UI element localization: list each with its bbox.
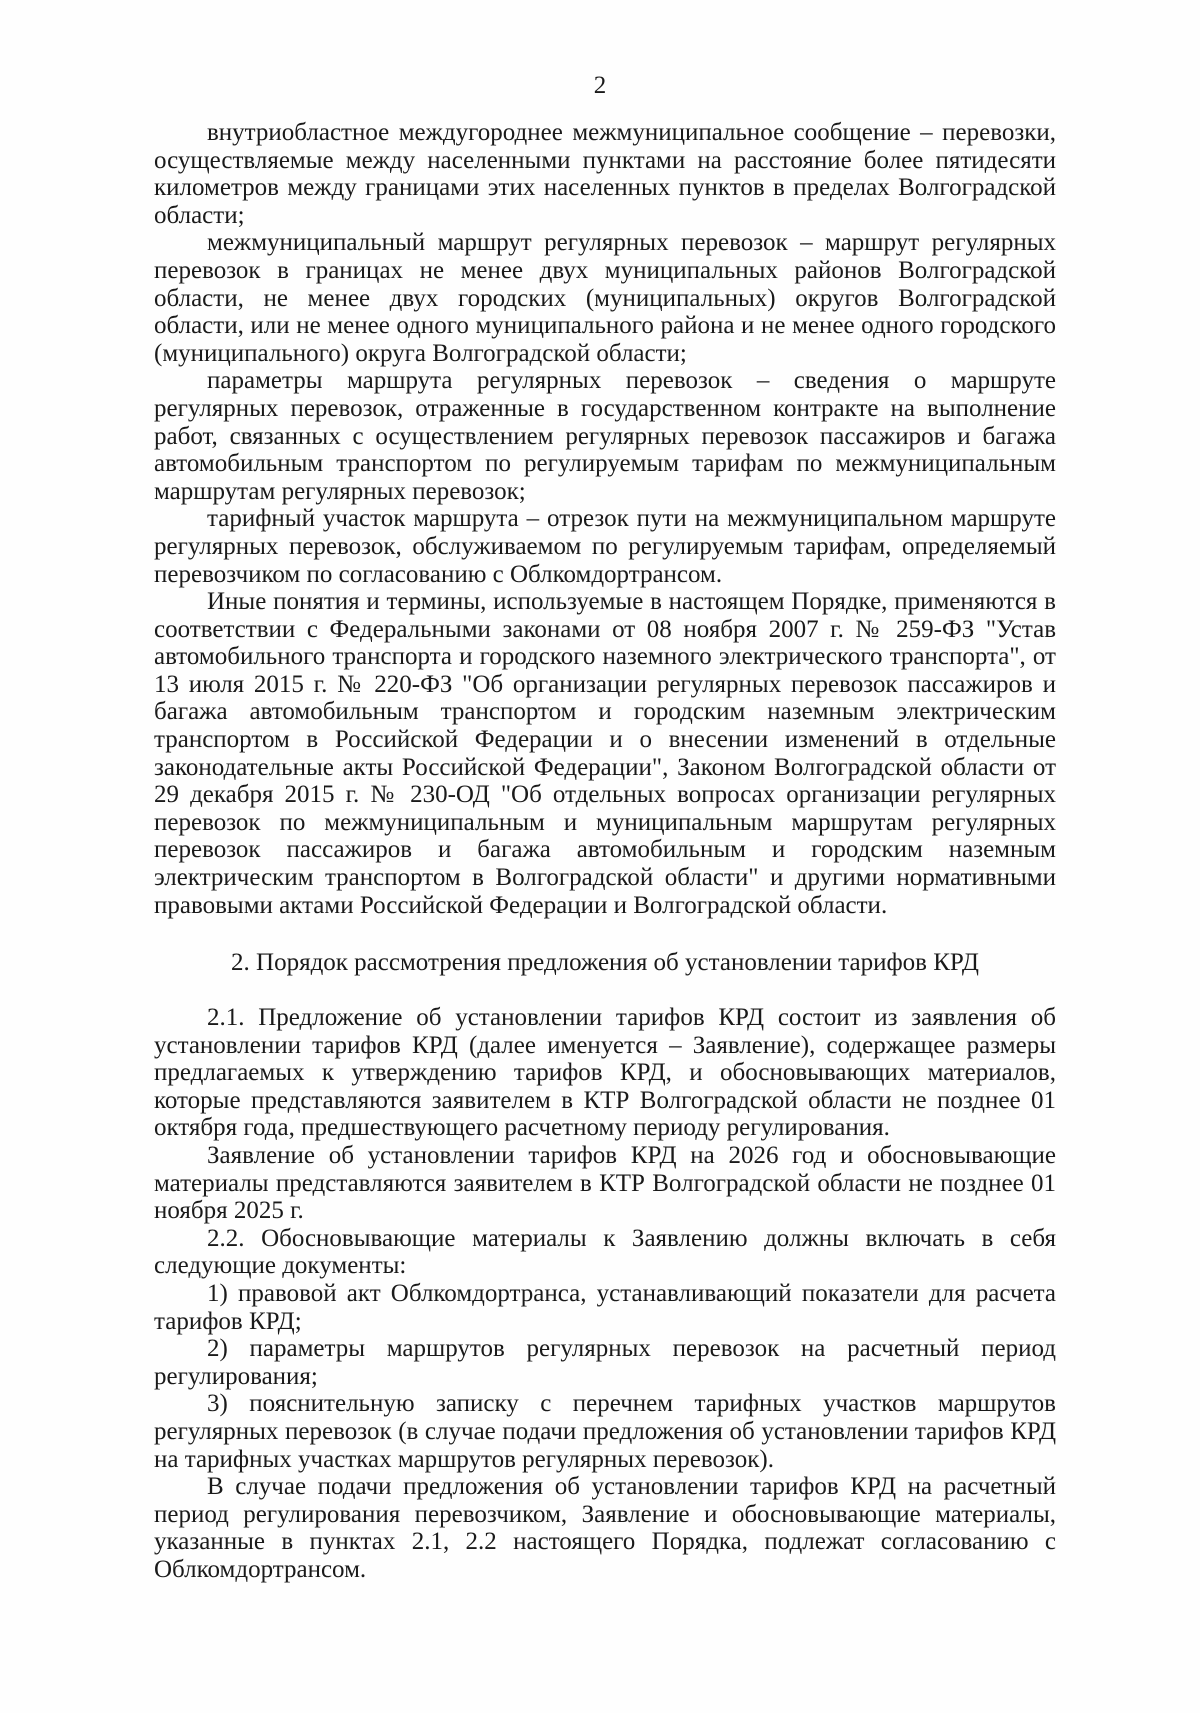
section-paragraph: 2.2. Обосновывающие материалы к Заявлению должны включать в себя следующие документы: [154, 1224, 1056, 1280]
definitions-block [154, 119, 1056, 919]
list-item: 2) параметры маршрутов регулярных перевозок на расчетный период регулирования; [154, 1335, 1056, 1390]
section-paragraph: 2.1. Предложение об установлении тарифов КРД состоит из заявления об установлении тарифов КРД (далее именуется – Заявление), содержащее размеры предлагаемых к утверждению тарифов КРД, и обосновывающих материалов, которые представляются заявителем в КТР Волгоградской области не позднее 01 октября года, предшествующего расчетному периоду регулирования. [154, 1004, 1056, 1142]
definition-paragraph: межмуниципальный маршрут регулярных перевозок – маршрут регулярных перевозок в границах не менее двух муниципальных районов Волгоградской области, не менее двух городских (муниципальных) округов Волгоградской области, или не менее одного муниципального района и не менее одного городского (муниципального) округа Волгоградской области; [154, 229, 1056, 367]
definition-paragraph: внутриобластное междугороднее межмуниципальное сообщение – перевозки, осуществляемые между населенными пунктами на расстояние более пятидесяти километров между границами этих населенных пунктов в пределах Волгоградской области; [154, 119, 1056, 229]
definition-paragraph: тарифный участок маршрута – отрезок пути на межмуниципальном маршруте регулярных перевозок, обслуживаемом по регулируемым тарифам, определяемый перевозчиком по согласованию с Облкомдортрансом. [154, 505, 1056, 588]
section-heading: 2. Порядок рассмотрения предложения об установлении тарифов КРД [231, 949, 979, 976]
definition-paragraph: параметры маршрута регулярных перевозок – сведения о маршруте регулярных перевозок, отраженные в государственном контракте на выполнение работ, связанных с осуществлением регулярных перевозок пассажиров и багажа автомобильным транспортом по регулируемым тарифам по межмуниципальным маршрутам регулярных перевозок; [154, 367, 1056, 505]
list-item: 1) правовой акт Облкомдортранса, устанавливающий показатели для расчета тарифов КРД; [154, 1279, 1056, 1335]
section-paragraph: В случае подачи предложения об установлении тарифов КРД на расчетный период регулирования перевозчиком, Заявление и обосновывающие материалы, указанные в пунктах 2.1, 2.2 настоящего Порядка, подлежат согласованию с Облкомдортрансом. [154, 1473, 1056, 1583]
section-paragraph: Заявление об установлении тарифов КРД на 2026 год и обосновывающие материалы представляются заявителем в КТР Волгоградской области не позднее 01 ноября 2025 г. [154, 1141, 1056, 1225]
list-item: 3) пояснительную записку с перечнем тарифных участков маршрутов регулярных перевозок (в случае подачи предложения об установлении тарифов КРД на тарифных участках маршрутов регулярных перевозок). [154, 1390, 1056, 1473]
terms-reference-paragraph: Иные понятия и термины, используемые в настоящем Порядке, применяются в соответствии с Федеральными законами от 08 ноября 2007 г. № 259-ФЗ "Устав автомобильного транспорта и городского наземного электрического транспорта", от 13 июля 2015 г. № 220-ФЗ "Об организации регулярных перевозок пассажиров и багажа автомобильным транспортом и городским наземным электрическим транспортом в Российской Федерации и о внесении изменений в отдельные законодательные акты Российской Федерации", Законом Волгоградской области от 29 декабря 2015 г. № 230-ОД "Об отдельных вопросах организации регулярных перевозок по межмуниципальным и муниципальным маршрутам регулярных перевозок пассажиров и багажа автомобильным и городским наземным электрическим транспортом в Волгоградской области" и другими нормативными правовыми актами Российской Федерации и Волгоградской области. [154, 588, 1056, 919]
section-2-body [154, 1004, 1056, 1583]
page-number: 2 [593, 72, 607, 99]
